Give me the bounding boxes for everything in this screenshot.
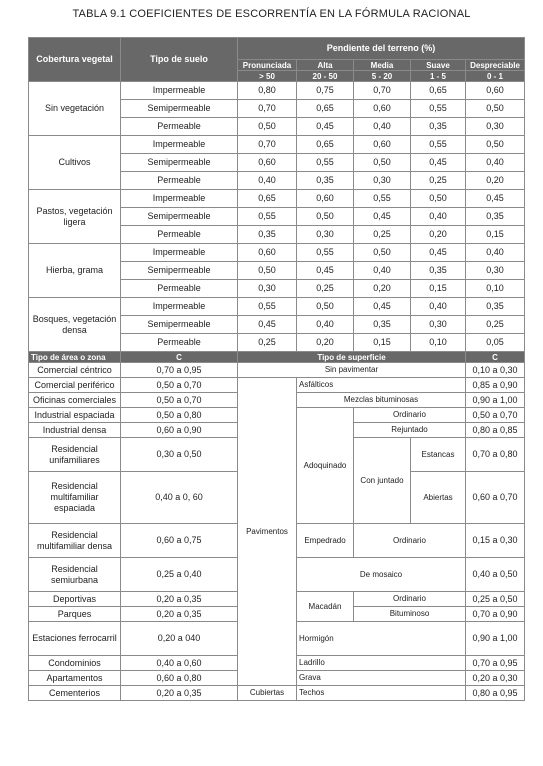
slope-name: Suave [411, 60, 466, 71]
soil-type: Semipermeable [121, 154, 238, 172]
coefficient-value: 0,35 [354, 316, 411, 334]
slope-range: 0 - 1 [466, 71, 525, 82]
zones-header-c: C [121, 352, 238, 363]
zone-coefficient: 0,30 a 0,50 [121, 438, 238, 472]
coefficient-value: 0,45 [411, 244, 466, 262]
zone-name: Apartamentos [29, 671, 121, 686]
coefficient-value: 0,65 [238, 190, 297, 208]
surface-coefficient: 0,40 a 0,50 [466, 558, 525, 592]
surface-macadan: Macadán [297, 592, 354, 622]
zone-coefficient: 0,20 a 0,35 [121, 607, 238, 622]
zone-coefficient: 0,50 a 0,80 [121, 408, 238, 423]
surface-coefficient: 0,90 a 1,00 [466, 393, 525, 408]
surface-coefficient: 0,70 a 0,90 [466, 607, 525, 622]
coefficient-value: 0,45 [238, 316, 297, 334]
soil-type: Semipermeable [121, 208, 238, 226]
coefficient-value: 0,70 [354, 82, 411, 100]
coefficient-value: 0,55 [411, 136, 466, 154]
surface-coefficient: 0,60 a 0,70 [466, 472, 525, 524]
coefficient-value: 0,55 [238, 298, 297, 316]
surface-emp-ordinario: Ordinario [354, 524, 466, 558]
surface-grava: Grava [297, 671, 466, 686]
coefficient-value: 0,35 [466, 298, 525, 316]
coefficient-value: 0,80 [238, 82, 297, 100]
coefficient-value: 0,25 [466, 316, 525, 334]
slope-range: 5 - 20 [354, 71, 411, 82]
zone-name: Condominios [29, 656, 121, 671]
zone-coefficient: 0,60 a 0,90 [121, 423, 238, 438]
soil-type: Permeable [121, 172, 238, 190]
coefficient-value: 0,30 [466, 262, 525, 280]
coefficient-value: 0,70 [238, 100, 297, 118]
runoff-coefficient-table [28, 37, 525, 701]
surface-cubiertas: Cubiertas [238, 686, 297, 701]
coefficient-value: 0,40 [411, 208, 466, 226]
slope-name: Alta [297, 60, 354, 71]
zone-name: Residencial multifamiliar densa [29, 524, 121, 558]
zone-name: Comercial céntrico [29, 363, 121, 378]
slope-name: Pronunciada [238, 60, 297, 71]
surface-header-c: C [466, 352, 525, 363]
surface-coefficient: 0,25 a 0,50 [466, 592, 525, 607]
coefficient-value: 0,25 [354, 226, 411, 244]
header-cobertura: Cobertura vegetal [29, 38, 121, 82]
coefficient-value: 0,55 [297, 244, 354, 262]
soil-type: Impermeable [121, 136, 238, 154]
coefficient-value: 0,35 [238, 226, 297, 244]
coefficient-value: 0,65 [297, 100, 354, 118]
coefficient-value: 0,65 [297, 136, 354, 154]
surface-coefficient: 0,80 a 0,85 [466, 423, 525, 438]
surface-adoquinado: Adoquinado [297, 408, 354, 524]
coefficient-value: 0,40 [354, 262, 411, 280]
surface-coefficient: 0,15 a 0,30 [466, 524, 525, 558]
coefficient-value: 0,40 [466, 154, 525, 172]
surface-coefficient: 0,90 a 1,00 [466, 622, 525, 656]
zone-name: Estaciones ferrocarril [29, 622, 121, 656]
soil-type: Permeable [121, 334, 238, 352]
coefficient-value: 0,40 [354, 118, 411, 136]
surface-rejuntado: Rejuntado [354, 423, 466, 438]
zone-coefficient: 0,70 a 0,95 [121, 363, 238, 378]
zone-name: Industrial densa [29, 423, 121, 438]
coefficient-value: 0,20 [297, 334, 354, 352]
zone-coefficient: 0,20 a 0,35 [121, 592, 238, 607]
header-pendiente: Pendiente del terreno (%) [238, 38, 525, 60]
surface-coefficient: 0,20 a 0,30 [466, 671, 525, 686]
surface-mac-ordinario: Ordinario [354, 592, 466, 607]
slope-range: > 50 [238, 71, 297, 82]
surface-coefficient: 0,10 a 0,30 [466, 363, 525, 378]
cover-type: Cultivos [29, 136, 121, 190]
coefficient-value: 0,45 [466, 190, 525, 208]
coefficient-value: 0,45 [354, 208, 411, 226]
coefficient-value: 0,50 [238, 118, 297, 136]
coefficient-value: 0,55 [411, 100, 466, 118]
soil-type: Semipermeable [121, 262, 238, 280]
coefficient-value: 0,35 [411, 262, 466, 280]
coefficient-value: 0,45 [354, 298, 411, 316]
header-tipo-suelo: Tipo de suelo [121, 38, 238, 82]
cover-type: Pastos, vegetación ligera [29, 190, 121, 244]
coefficient-value: 0,25 [238, 334, 297, 352]
coefficient-value: 0,05 [466, 334, 525, 352]
coefficient-value: 0,55 [297, 154, 354, 172]
soil-type: Impermeable [121, 244, 238, 262]
surface-hormigon: Hormigón [297, 622, 466, 656]
slope-name: Despreciable [466, 60, 525, 71]
table-row [29, 136, 525, 154]
cover-type: Sin vegetación [29, 82, 121, 136]
zone-coefficient: 0,40 a 0, 60 [121, 472, 238, 524]
coefficient-value: 0,65 [411, 82, 466, 100]
zone-coefficient: 0,20 a 0,35 [121, 686, 238, 701]
surface-con-juntado: Con juntado [354, 438, 411, 524]
surface-ordinario: Ordinario [354, 408, 466, 423]
zone-coefficient: 0,60 a 0,80 [121, 671, 238, 686]
table-row [29, 298, 525, 316]
coefficient-value: 0,10 [466, 280, 525, 298]
coefficient-value: 0,10 [411, 334, 466, 352]
soil-type: Impermeable [121, 190, 238, 208]
zone-name: Residencial multifamiliar espaciada [29, 472, 121, 524]
coefficient-value: 0,30 [297, 226, 354, 244]
table-row [29, 82, 525, 100]
coefficient-value: 0,25 [411, 172, 466, 190]
coefficient-value: 0,45 [297, 262, 354, 280]
coefficient-value: 0,50 [238, 262, 297, 280]
zone-name: Residencial semiurbana [29, 558, 121, 592]
zone-coefficient: 0,25 a 0,40 [121, 558, 238, 592]
coefficient-value: 0,50 [466, 100, 525, 118]
coefficient-value: 0,60 [354, 136, 411, 154]
soil-type: Permeable [121, 280, 238, 298]
coefficient-value: 0,45 [411, 154, 466, 172]
surface-coefficient: 0,85 a 0,90 [466, 378, 525, 393]
zone-coefficient: 0,20 a 040 [121, 622, 238, 656]
slope-range: 1 - 5 [411, 71, 466, 82]
coefficient-value: 0,15 [466, 226, 525, 244]
coefficient-value: 0,60 [354, 100, 411, 118]
surface-coefficient: 0,50 a 0,70 [466, 408, 525, 423]
coefficient-value: 0,45 [297, 118, 354, 136]
coefficient-value: 0,20 [354, 280, 411, 298]
coefficient-value: 0,50 [354, 244, 411, 262]
soil-type: Impermeable [121, 82, 238, 100]
soil-type: Impermeable [121, 298, 238, 316]
coefficient-value: 0,40 [466, 244, 525, 262]
zone-name: Deportivas [29, 592, 121, 607]
coefficient-value: 0,50 [466, 136, 525, 154]
coefficient-value: 0,60 [238, 154, 297, 172]
coefficient-value: 0,35 [466, 208, 525, 226]
cover-type: Bosques, vegetación densa [29, 298, 121, 352]
coefficient-value: 0,55 [238, 208, 297, 226]
surface-estancas: Estancas [411, 438, 466, 472]
soil-type: Semipermeable [121, 100, 238, 118]
slope-name: Media [354, 60, 411, 71]
coefficient-value: 0,20 [411, 226, 466, 244]
coefficient-value: 0,25 [297, 280, 354, 298]
surface-ladrillo: Ladrillo [297, 656, 466, 671]
coefficient-value: 0,50 [297, 208, 354, 226]
coefficient-value: 0,30 [354, 172, 411, 190]
coefficient-value: 0,70 [238, 136, 297, 154]
surface-abiertas: Abiertas [411, 472, 466, 524]
surface-techos: Techos [297, 686, 466, 701]
surface-empedrado: Empedrado [297, 524, 354, 558]
surface-bituminoso: Bituminoso [354, 607, 466, 622]
zone-coefficient: 0,40 a 0,60 [121, 656, 238, 671]
surface-pavimentos: Pavimentos [238, 378, 297, 686]
coefficient-value: 0,40 [411, 298, 466, 316]
surface-coefficient: 0,80 a 0,95 [466, 686, 525, 701]
coefficient-value: 0,75 [297, 82, 354, 100]
coefficient-value: 0,15 [354, 334, 411, 352]
surface-coefficient: 0,70 a 0,80 [466, 438, 525, 472]
zone-name: Comercial periférico [29, 378, 121, 393]
zone-name: Cementerios [29, 686, 121, 701]
coefficient-value: 0,30 [411, 316, 466, 334]
zone-name: Residencial unifamiliares [29, 438, 121, 472]
coefficient-value: 0,60 [238, 244, 297, 262]
coefficient-value: 0,60 [466, 82, 525, 100]
zone-coefficient: 0,50 a 0,70 [121, 378, 238, 393]
coefficient-value: 0,20 [466, 172, 525, 190]
zone-coefficient: 0,60 a 0,75 [121, 524, 238, 558]
cover-type: Hierba, grama [29, 244, 121, 298]
table-row [29, 190, 525, 208]
coefficient-value: 0,35 [411, 118, 466, 136]
surface-coefficient: 0,70 a 0,95 [466, 656, 525, 671]
coefficient-value: 0,55 [354, 190, 411, 208]
coefficient-value: 0,60 [297, 190, 354, 208]
page-title: TABLA 9.1 COEFICIENTES DE ESCORRENTÍA EN LA FÓRMULA RACIONAL [72, 8, 471, 20]
surface-de-mosaico: De mosaico [297, 558, 466, 592]
surface-asfalticos: Asfálticos [297, 378, 466, 393]
coefficient-value: 0,50 [354, 154, 411, 172]
surface-sin-pavimentar: Sin pavimentar [238, 363, 466, 378]
surface-mezclas: Mezclas bituminosas [297, 393, 466, 408]
zone-name: Industrial espaciada [29, 408, 121, 423]
coefficient-value: 0,40 [297, 316, 354, 334]
table-row [29, 244, 525, 262]
zone-name: Parques [29, 607, 121, 622]
coefficient-value: 0,40 [238, 172, 297, 190]
soil-type: Semipermeable [121, 316, 238, 334]
coefficient-value: 0,30 [466, 118, 525, 136]
soil-type: Permeable [121, 226, 238, 244]
zone-coefficient: 0,50 a 0,70 [121, 393, 238, 408]
surface-header: Tipo de superficie [238, 352, 466, 363]
coefficient-value: 0,50 [411, 190, 466, 208]
zone-name: Oficinas comerciales [29, 393, 121, 408]
coefficient-value: 0,50 [297, 298, 354, 316]
coefficient-value: 0,30 [238, 280, 297, 298]
soil-type: Permeable [121, 118, 238, 136]
coefficient-value: 0,15 [411, 280, 466, 298]
zones-header-area: Tipo de área o zona [29, 352, 121, 363]
slope-range: 20 - 50 [297, 71, 354, 82]
coefficient-value: 0,35 [297, 172, 354, 190]
